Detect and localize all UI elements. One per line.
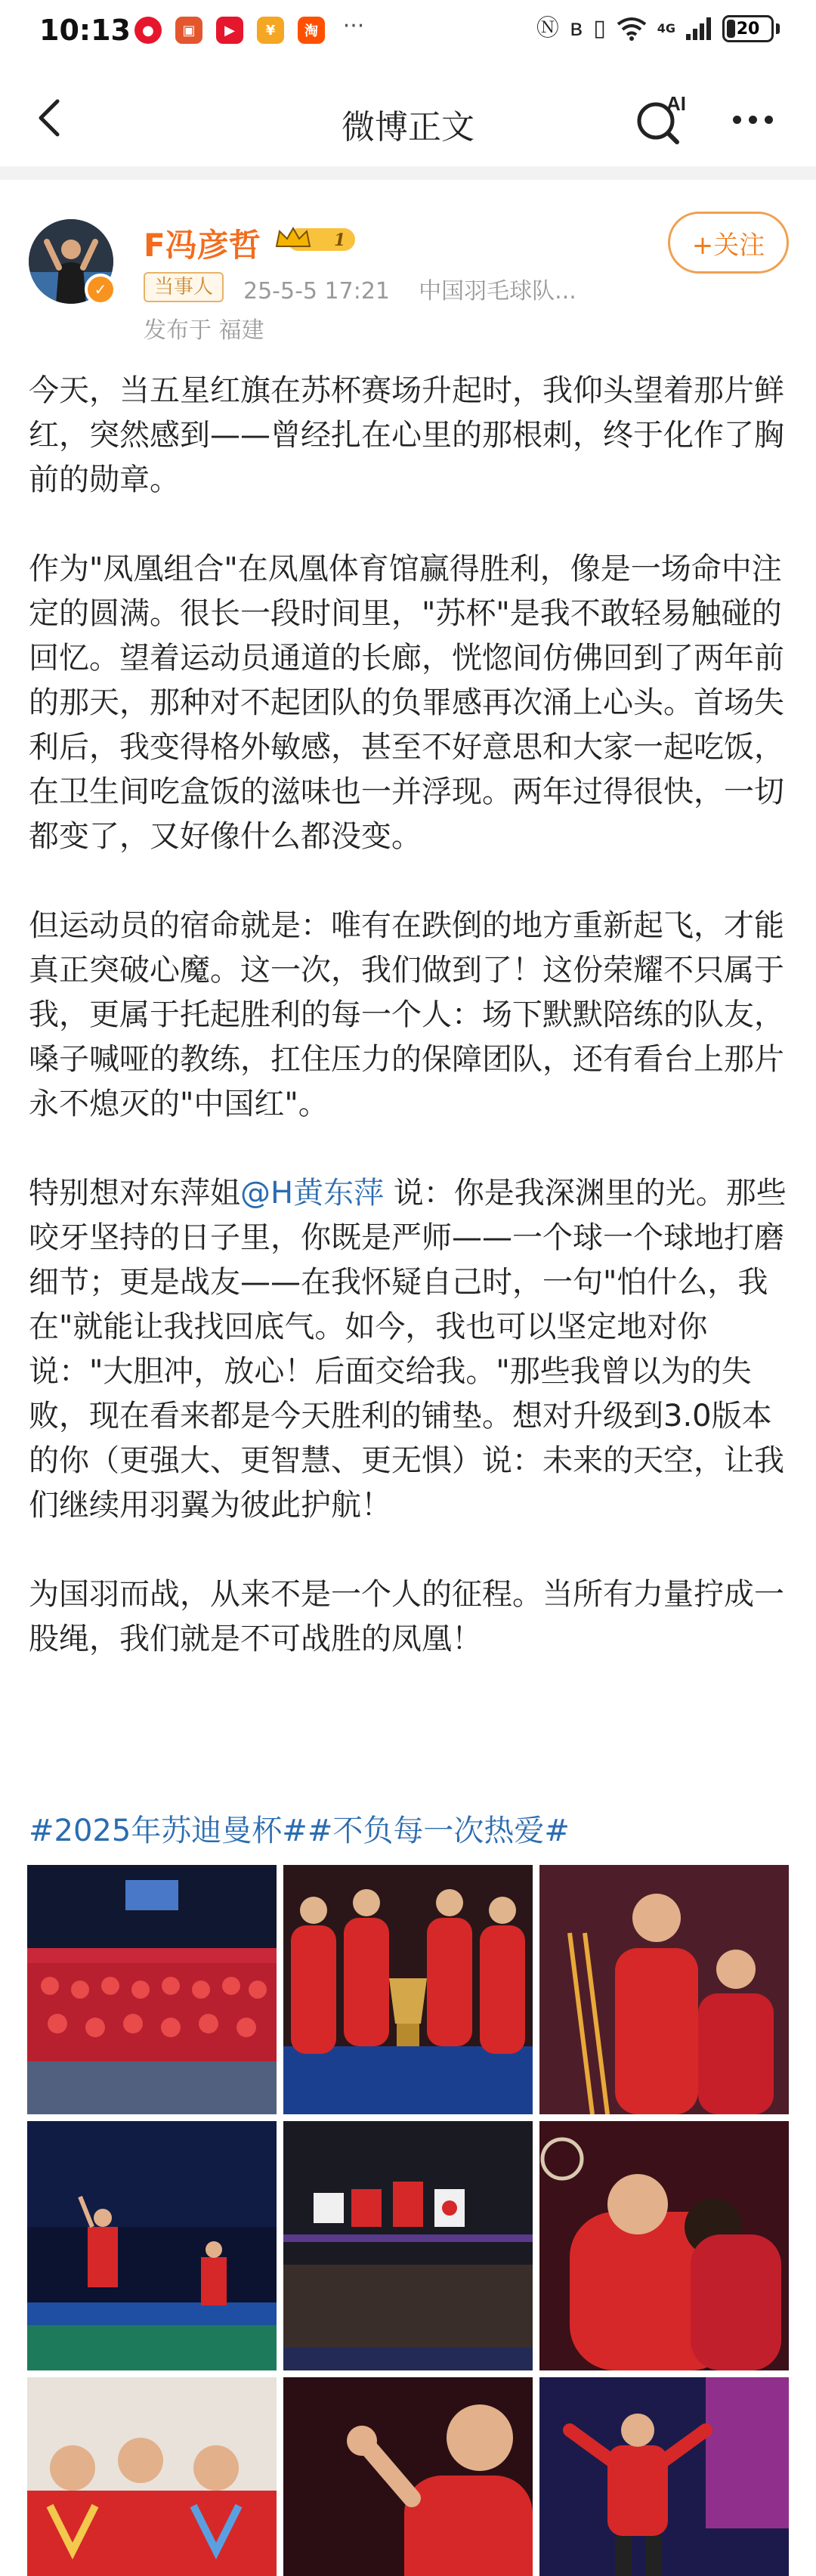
post-body xyxy=(29,369,792,1662)
paragraph-text: 特别想对东萍姐 xyxy=(29,1176,240,1211)
more-dot xyxy=(749,116,757,124)
photo-players-court[interactable] xyxy=(539,1865,789,2114)
network-type: 4G xyxy=(657,21,675,36)
notification-icons xyxy=(134,13,369,44)
vip-level: 1 xyxy=(334,230,346,250)
page-title: 微博正文 xyxy=(342,108,474,147)
status-time: 10:13 xyxy=(39,14,131,47)
post-location: 发布于 福建 xyxy=(144,317,264,344)
system-indicators xyxy=(536,15,780,42)
status-bar xyxy=(0,0,816,65)
ai-label: AI xyxy=(666,92,686,115)
more-dot xyxy=(733,116,741,124)
battery-text: 20 xyxy=(736,19,760,39)
weibo-notification-icon: ● xyxy=(134,17,162,44)
post-source: 中国羽毛球队... xyxy=(419,278,576,305)
signal-icon xyxy=(686,17,712,40)
post-paragraph: 今天，当五星红旗在苏杯赛场升起时，我仰头望着那片鲜红，突然感到——曾经扎在心里的那根刺，终于化作了胸前的勋章。 xyxy=(29,373,784,497)
ai-search-icon[interactable] xyxy=(633,92,694,145)
photo-fist-pump[interactable] xyxy=(283,2377,533,2576)
author-name[interactable]: F冯彦哲 xyxy=(144,227,261,264)
nfc-icon: Ⓝ xyxy=(536,15,559,42)
photo-medal-ceremony[interactable] xyxy=(27,2377,277,2576)
photo-flag-ceremony[interactable] xyxy=(283,2121,533,2370)
battery-fill xyxy=(727,20,735,38)
more-notifications-icon: ··· xyxy=(342,13,365,39)
post-paragraph: 但运动员的宿命就是：唯有在跌倒的地方重新起飞，才能真正突破心魔。这一次，我们做到了！这份荣耀不只属于我，更属于托起胜利的每一个人：场下默默陪练的队友，嗓子喊哑的教练，扛住压力的保障团队，还有看台上那片永不熄灭的"中国红"。 xyxy=(29,908,784,1121)
photo-jump-celebration[interactable] xyxy=(539,2377,789,2576)
hashtag-links[interactable]: #2025年苏迪曼杯##不负每一次热爱# xyxy=(29,1814,570,1848)
verified-badge-icon: ✓ xyxy=(85,274,116,305)
video-notification-icon: ▶ xyxy=(216,17,243,44)
post-time: 25-5-5 17:21 xyxy=(243,278,390,305)
header-divider xyxy=(0,166,816,180)
wifi-icon xyxy=(617,17,647,41)
vip-level-badge-icon[interactable] xyxy=(274,224,358,255)
user-mention-link[interactable]: @H黄东萍 xyxy=(240,1176,385,1211)
shopping-notification-icon: ¥ xyxy=(257,17,284,44)
taobao-notification-icon: 淘 xyxy=(298,17,325,44)
paragraph-text: 说：你是我深渊里的光。那些咬牙坚持的日子里，你既是严师——一个球一个球地打磨细节；更是战友——在我怀疑自己时，一句"怕什么，我在"就能让我找回底气。如今，我也可以坚定地对你说："大胆冲，放心！后面交给我。"那些我曾以为的失败，现在看来都是今天胜利的铺垫。想对升级到3.0版本的你（更强大、更智慧、更无惧）说：未来的天空，让我们继续用羽翼为彼此护航！ xyxy=(29,1176,787,1523)
more-dot xyxy=(765,116,773,124)
more-options-icon[interactable] xyxy=(722,95,783,144)
nav-header xyxy=(0,65,816,171)
photo-trophy-celebration[interactable] xyxy=(283,1865,533,2114)
battery-tip xyxy=(776,23,780,34)
vibrate-icon: ▯ xyxy=(593,15,606,42)
post-paragraph: 作为"凤凰组合"在凤凰体育馆赢得胜利，像是一场命中注定的圆满。很长一段时间里，"苏杯"是我不敢轻易触碰的回忆。望着运动员通道的长廊，恍惚间仿佛回到了两年前的那天，那种对不起团队的负罪感再次涌上心头。首场失利后，我变得格外敏感，甚至不好意思和大家一起吃饭，在卫生间吃盒饭的滋味也一并浮现。两年过得很快，一切都变了，又好像什么都没变。 xyxy=(29,552,784,854)
follow-button[interactable]: +关注 xyxy=(668,212,789,274)
bluetooth-icon: ʙ xyxy=(569,15,583,42)
post-paragraph xyxy=(29,1171,792,1528)
photo-hug-celebration[interactable] xyxy=(539,2121,789,2370)
photo-team-group[interactable] xyxy=(27,1865,277,2114)
post-paragraph: 为国羽而战，从来不是一个人的征程。当所有力量拧成一股绳，我们就是不可战胜的凤凰！ xyxy=(29,1577,784,1656)
battery-icon xyxy=(722,15,774,42)
game-notification-icon: ▣ xyxy=(175,17,202,44)
photo-match-action[interactable] xyxy=(27,2121,277,2370)
role-tag: 当事人 xyxy=(144,272,224,302)
post-meta xyxy=(243,272,576,305)
